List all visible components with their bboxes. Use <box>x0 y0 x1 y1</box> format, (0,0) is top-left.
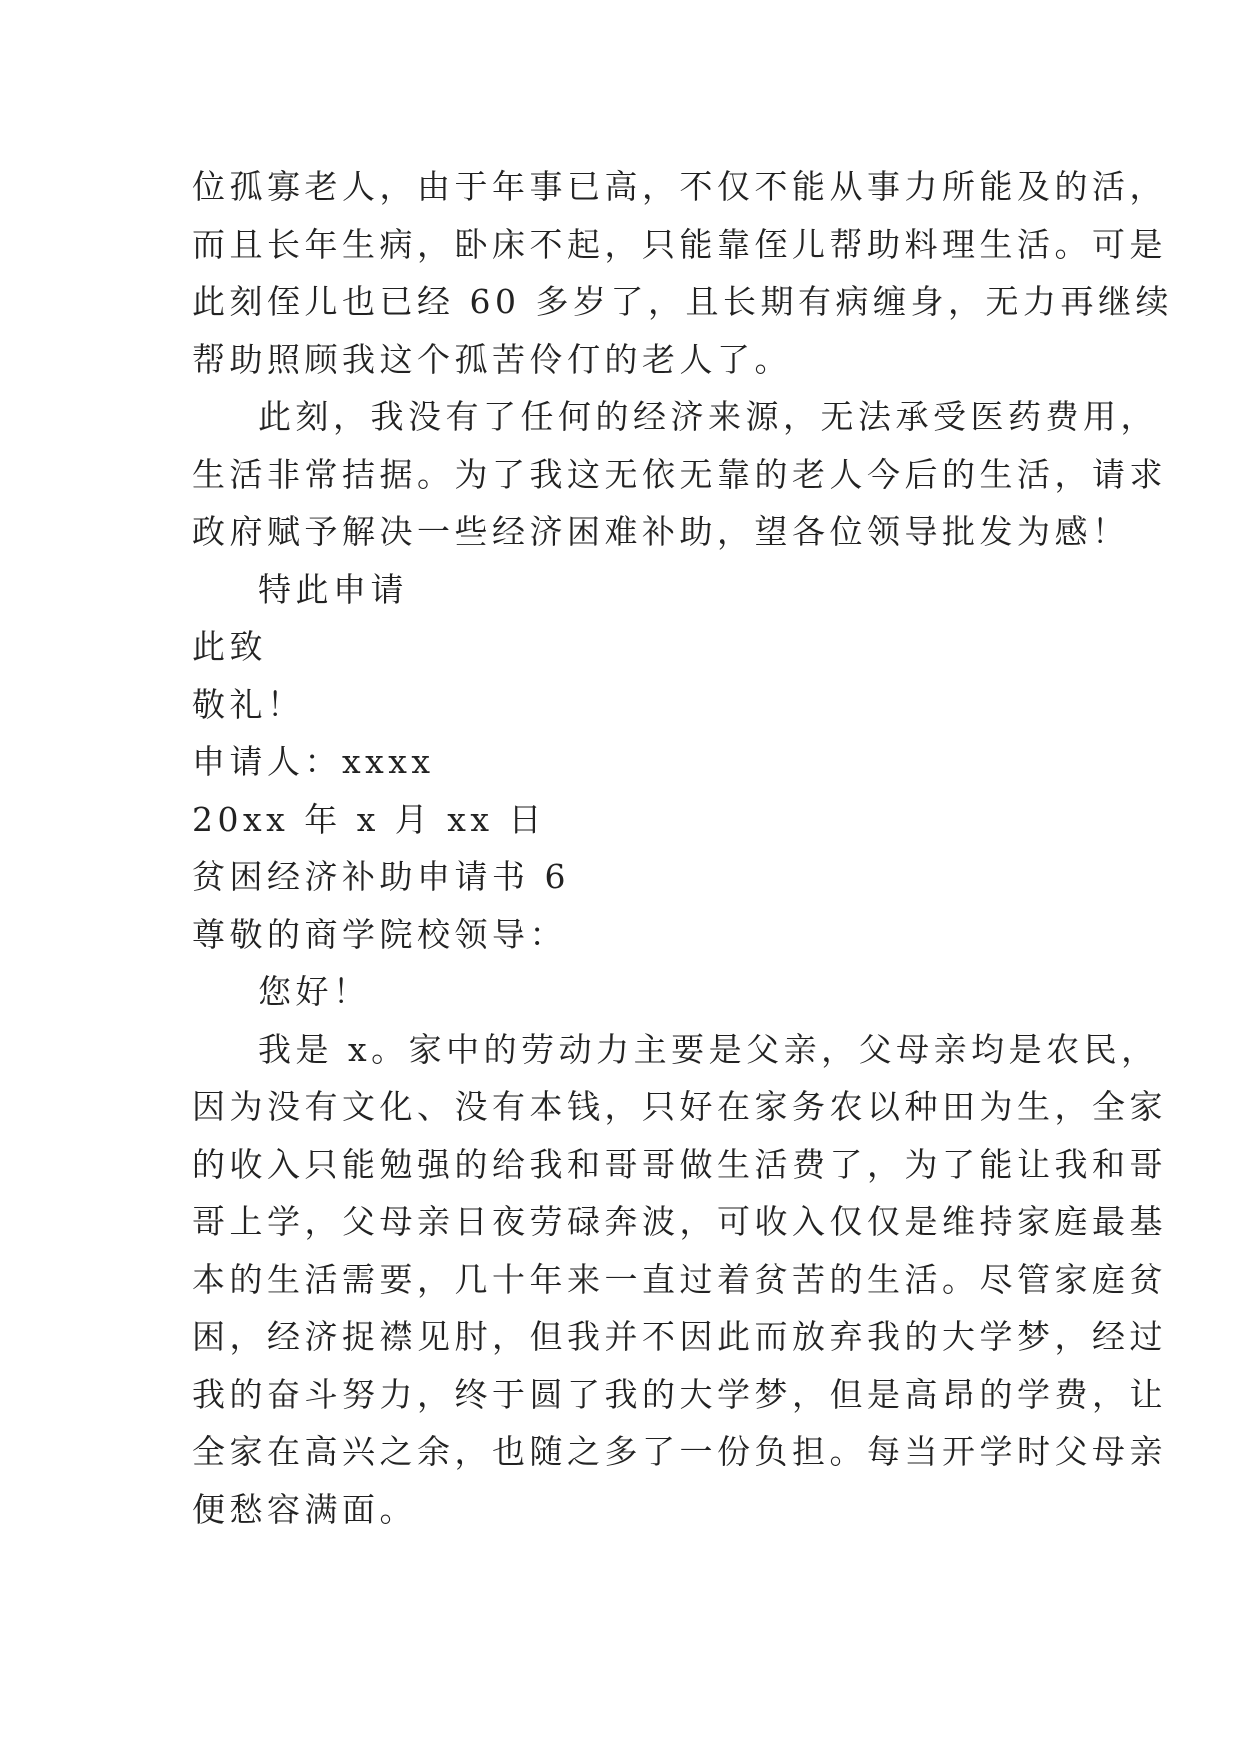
text-line: 困，经济捉襟见肘，但我并不因此而放弃我的大学梦，经过 <box>192 1317 1167 1356</box>
text-line: 您好！ <box>258 972 371 1011</box>
paragraph <box>192 791 1072 849</box>
text-line: 申请人：xxxx <box>192 742 435 781</box>
paragraph <box>192 733 1072 791</box>
text-line: 帮助照顾我这个孤苦伶仃的老人了。 <box>192 339 792 379</box>
text-line: 位孤寡老人，由于年事已高，不仅不能从事力所能及的活， <box>192 167 1167 206</box>
text-line: 因为没有文化、没有本钱，只好在家务农以种田为生，全家 <box>192 1087 1167 1126</box>
text-line: 此刻侄儿也已经 60 多岁了，且长期有病缠身，无力再继续 <box>192 282 1173 321</box>
paragraph <box>192 906 1072 964</box>
document-body <box>192 158 1173 1538</box>
paragraph <box>192 618 1072 676</box>
text-line: 生活非常拮据。为了我这无依无靠的老人今后的生活，请求 <box>192 454 1167 494</box>
text-line: 政府赋予解决一些经济困难补助，望各位领导批发为感！ <box>192 512 1130 551</box>
text-line: 便愁容满面。 <box>192 1489 417 1529</box>
text-line: 此刻，我没有了任何的经济来源，无法承受医药费用， <box>258 397 1158 436</box>
text-line: 尊敬的商学院校领导： <box>192 914 567 954</box>
text-line: 而且长年生病，卧床不起，只能靠侄儿帮助料理生活。可是 <box>192 224 1167 264</box>
paragraph <box>192 561 1072 619</box>
text-line: 我是 x。家中的劳动力主要是父亲，父母亲均是农民， <box>258 1029 1159 1069</box>
text-line: 全家在高兴之余，也随之多了一份负担。每当开学时父母亲 <box>192 1432 1167 1471</box>
text-line: 的收入只能勉强的给我和哥哥做生活费了，为了能让我和哥 <box>192 1144 1167 1184</box>
paragraph <box>192 158 1173 388</box>
paragraph <box>192 963 1072 1021</box>
text-line: 此致 <box>192 627 267 666</box>
text-line: 本的生活需要，几十年来一直过着贫苦的生活。尽管家庭贫 <box>192 1259 1167 1299</box>
paragraph <box>192 1021 1167 1539</box>
paragraph <box>192 388 1167 561</box>
paragraph <box>192 676 1072 734</box>
text-line: 特此申请 <box>258 569 408 609</box>
text-line: 20xx 年 x 月 xx 日 <box>192 799 546 839</box>
text-line: 我的奋斗努力，终于圆了我的大学梦，但是高昂的学费，让 <box>192 1374 1167 1414</box>
text-line: 贫困经济补助申请书 6 <box>192 857 570 896</box>
text-line: 哥上学，父母亲日夜劳碌奔波，可收入仅仅是维持家庭最基 <box>192 1202 1167 1241</box>
text-line: 敬礼！ <box>192 684 305 724</box>
paragraph <box>192 848 1072 906</box>
